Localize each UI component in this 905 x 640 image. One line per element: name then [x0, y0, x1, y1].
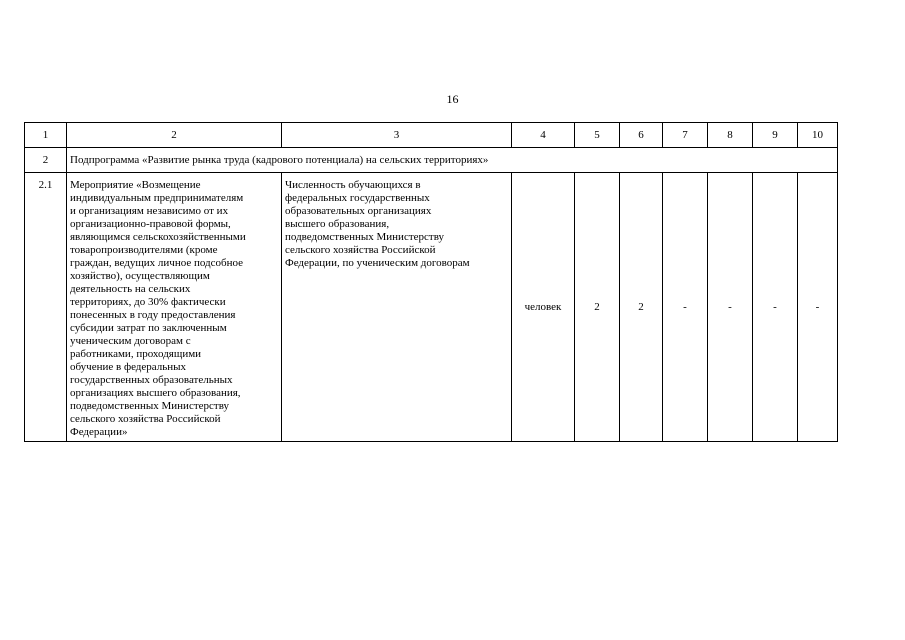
column-header: 4	[512, 123, 575, 148]
column-header: 8	[708, 123, 753, 148]
column-header: 1	[25, 123, 67, 148]
column-header: 6	[620, 123, 663, 148]
subprogram-number: 2	[25, 148, 67, 173]
value-cell: -	[798, 173, 838, 442]
column-header: 5	[575, 123, 620, 148]
column-header: 3	[282, 123, 512, 148]
column-header: 7	[663, 123, 708, 148]
column-header: 2	[67, 123, 282, 148]
indicator-name: Численность обучающихся в федеральных государственных образовательных организациях высшего образования, подведомственных Министерству сельского хозяйства Российской Федерации, по ученическим договорам	[282, 173, 512, 442]
unit-of-measure: человек	[512, 173, 575, 442]
subprogram-row	[25, 148, 838, 173]
table-header-row	[25, 123, 838, 148]
value-cell: -	[663, 173, 708, 442]
column-header: 10	[798, 123, 838, 148]
indicator-table	[24, 122, 838, 442]
measure-number: 2.1	[25, 173, 67, 442]
subprogram-title: Подпрограмма «Развитие рынка труда (кадрового потенциала) на сельских территориях»	[67, 148, 838, 173]
value-cell: -	[753, 173, 798, 442]
measure-row	[25, 173, 838, 442]
value-cell: 2	[620, 173, 663, 442]
column-header: 9	[753, 123, 798, 148]
value-cell: 2	[575, 173, 620, 442]
value-cell: -	[708, 173, 753, 442]
page-number: 16	[446, 92, 459, 106]
measure-description: Мероприятие «Возмещение индивидуальным предпринимателям и организациям независимо от их организационно-правовой формы, являющимся сельскохозяйственными товаропроизводителями (кроме граждан, ведущих личное подсобное хозяйство), осуществляющим деятельность на сельских территориях, до 30% фактически понесенных в году предоставления субсидии затрат по заключенным ученическим договорам с работниками, проходящими обучение в федеральных государственных образовательных организациях высшего образования, подведомственных Министерству сельского хозяйства Российской Федерации»	[67, 173, 282, 442]
